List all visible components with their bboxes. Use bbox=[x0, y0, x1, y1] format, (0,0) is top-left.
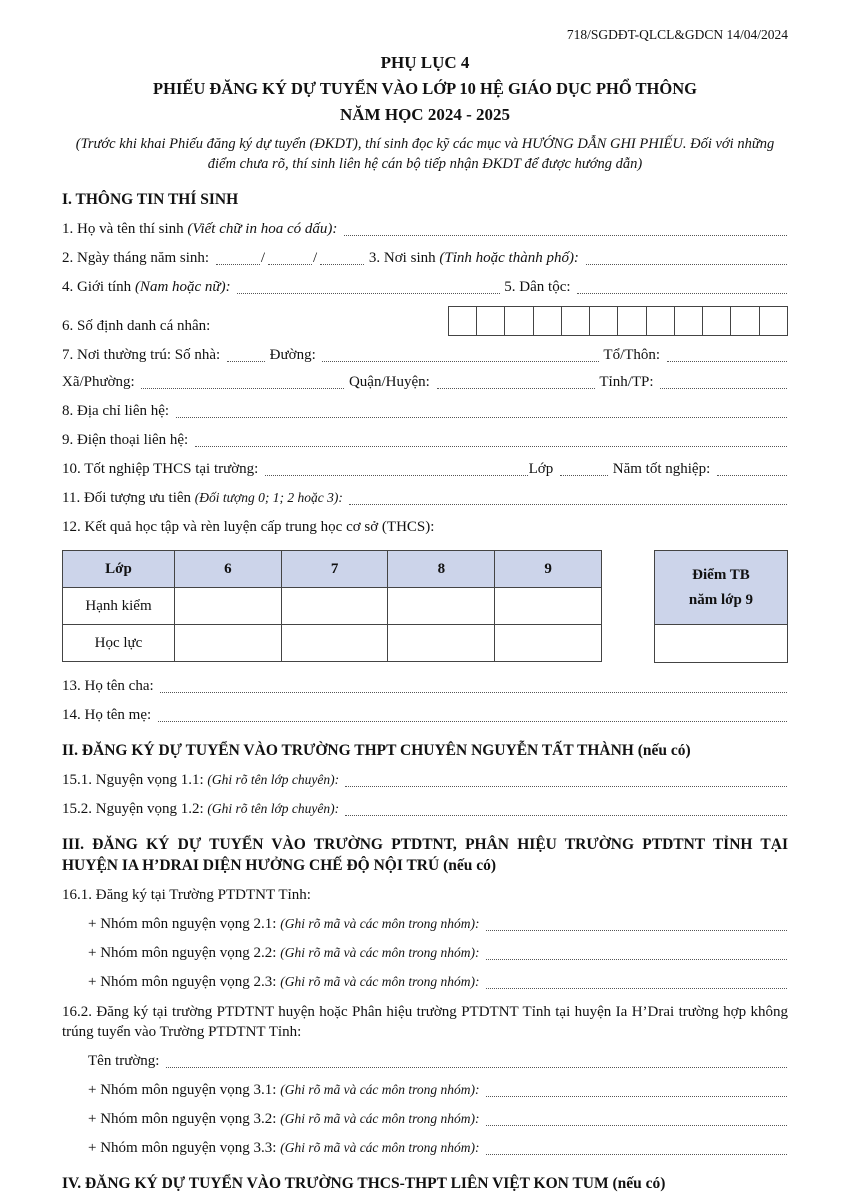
field-graduation bbox=[62, 459, 788, 479]
section-ii-heading: II. ĐĂNG KÝ DỰ TUYỂN VÀO TRƯỜNG THPT CHUYÊN NGUYỄN TẤT THÀNH (nếu có) bbox=[62, 742, 691, 759]
id-digit-box bbox=[476, 306, 505, 336]
academic-row bbox=[63, 625, 602, 662]
wish-2-1-fill-line bbox=[486, 929, 787, 931]
id-digit-box bbox=[702, 306, 731, 336]
field-contact-address bbox=[62, 401, 788, 421]
province-label: Tỉnh/TP: bbox=[595, 374, 658, 390]
document-ref-number: 718/SGDĐT-QLCL&GDCN 14/04/2024 bbox=[566, 27, 788, 42]
avg-score-box bbox=[654, 550, 788, 663]
conduct-cell-grade6 bbox=[175, 588, 282, 625]
id-digit-box bbox=[589, 306, 618, 336]
field-wish-2-2 bbox=[62, 943, 788, 963]
contact-address-fill-line bbox=[176, 416, 787, 418]
avg-score-header bbox=[655, 551, 787, 625]
wish-2-1-hint: (Ghi rõ mã và các môn trong nhóm): bbox=[280, 916, 483, 931]
province-fill-line bbox=[660, 387, 787, 389]
house-number-fill bbox=[227, 360, 265, 362]
wish-3-1-hint: (Ghi rõ mã và các môn trong nhóm): bbox=[280, 1082, 483, 1097]
class-fill-line bbox=[560, 474, 608, 476]
section-iii-heading: III. ĐĂNG KÝ DỰ TUYỂN VÀO TRƯỜNG PTDTNT, PHÂN HIỆU TRƯỜNG PTDTNT TỈNH TẠI HUYỆN IA H’DRAI DIỆN HƯỞNG CHẾ ĐỘ NỘI TRÚ (nếu có) bbox=[62, 836, 788, 874]
residence-label: 7. Nơi thường trú: Số nhà: bbox=[62, 347, 224, 363]
conduct-row-label: Hạnh kiểm bbox=[63, 588, 175, 625]
wish-3-3-label: + Nhóm môn nguyện vọng 3.3: bbox=[88, 1140, 281, 1156]
id-digit-box bbox=[561, 306, 590, 336]
priority-label: 11. Đối tượng ưu tiên bbox=[62, 490, 195, 506]
wish-2-2-label: + Nhóm môn nguyện vọng 2.2: bbox=[88, 945, 281, 961]
field-father-name bbox=[62, 676, 788, 696]
gender-label: 4. Giới tính bbox=[62, 279, 135, 295]
personal-id-label: 6. Số định danh cá nhân: bbox=[62, 318, 211, 334]
id-digit-box bbox=[533, 306, 562, 336]
fullname-label: 1. Họ và tên thí sinh bbox=[62, 221, 188, 237]
academic-cell-grade9 bbox=[495, 625, 602, 662]
form-title: PHIẾU ĐĂNG KÝ DỰ TUYỂN VÀO LỚP 10 HỆ GIÁO DỤC PHỔ THÔNG bbox=[153, 79, 697, 98]
id-digit-box bbox=[646, 306, 675, 336]
field-gender-ethnicity bbox=[62, 277, 788, 297]
street-fill-line bbox=[322, 360, 598, 362]
fullname-fill-line bbox=[344, 234, 787, 236]
ethnicity-fill-line bbox=[577, 292, 787, 294]
birth-day-fill bbox=[216, 263, 260, 265]
field-residence-line2 bbox=[62, 372, 788, 392]
appendix-title: PHỤ LỤC 4 bbox=[380, 53, 470, 72]
field-wish-1-1 bbox=[62, 770, 788, 790]
birth-month-fill bbox=[268, 263, 312, 265]
field-phone bbox=[62, 430, 788, 450]
wish-1-2-fill-line bbox=[345, 814, 787, 816]
avg-score-header-line1: Điểm TB bbox=[692, 566, 750, 583]
results-table bbox=[62, 550, 602, 662]
field-fullname bbox=[62, 219, 788, 239]
results-caption-label: 12. Kết quả học tập và rèn luyện cấp trung học cơ sở (THCS): bbox=[62, 519, 435, 535]
conduct-cell-grade9 bbox=[495, 588, 602, 625]
wish-3-2-hint: (Ghi rõ mã và các môn trong nhóm): bbox=[280, 1111, 483, 1126]
wish-3-1-fill-line bbox=[486, 1095, 787, 1097]
birthplace-fill-line bbox=[586, 263, 787, 265]
mother-name-fill-line bbox=[158, 720, 787, 722]
wish-2-2-fill-line bbox=[486, 958, 787, 960]
conduct-cell-grade8 bbox=[388, 588, 495, 625]
avg-score-header-line2: năm lớp 9 bbox=[688, 591, 754, 608]
date-separator: / bbox=[260, 250, 265, 266]
field-wish-1-2 bbox=[62, 799, 788, 819]
table-header-grade7: 7 bbox=[281, 551, 388, 588]
wish-2-3-label: + Nhóm môn nguyện vọng 2.3: bbox=[88, 974, 281, 990]
school-year-title: NĂM HỌC 2024 - 2025 bbox=[340, 105, 510, 124]
academic-cell-grade7 bbox=[281, 625, 388, 662]
field-mother-name bbox=[62, 705, 788, 725]
table-header-grade9: 9 bbox=[495, 551, 602, 588]
father-name-label: 13. Họ tên cha: bbox=[62, 678, 158, 694]
section-iv-heading: IV. ĐĂNG KÝ DỰ TUYỂN VÀO TRƯỜNG THCS-THPT LIÊN VIỆT KON TUM (nếu có) bbox=[62, 1175, 666, 1192]
wish-3-3-hint: (Ghi rõ mã và các môn trong nhóm): bbox=[280, 1140, 483, 1155]
id-digit-box bbox=[759, 306, 788, 336]
wish-3-2-fill-line bbox=[486, 1124, 787, 1126]
hamlet-fill-line bbox=[667, 360, 787, 362]
hamlet-label: Tổ/Thôn: bbox=[599, 347, 664, 363]
field-birthdate-birthplace bbox=[62, 248, 788, 268]
street-label: Đường: bbox=[265, 347, 320, 363]
wish-2-1-label: + Nhóm môn nguyện vọng 2.1: bbox=[88, 916, 281, 932]
district-fill-line bbox=[437, 387, 595, 389]
table-header-grade8: 8 bbox=[388, 551, 495, 588]
wish-1-2-label: 15.2. Nguyện vọng 1.2: bbox=[62, 801, 208, 817]
field-wish-2-1 bbox=[62, 914, 788, 934]
wish-3-1-label: + Nhóm môn nguyện vọng 3.1: bbox=[88, 1082, 281, 1098]
fullname-hint: (Viết chữ in hoa có dấu): bbox=[187, 221, 342, 237]
id-digit-box bbox=[504, 306, 533, 336]
register-provincial-label: 16.1. Đăng ký tại Trường PTDTNT Tỉnh: bbox=[62, 887, 311, 903]
academic-cell-grade8 bbox=[388, 625, 495, 662]
results-header-row bbox=[63, 551, 602, 588]
father-name-fill-line bbox=[160, 691, 787, 693]
ethnicity-label: 5. Dân tộc: bbox=[500, 279, 575, 295]
id-digit-box bbox=[730, 306, 759, 336]
personal-id-boxes bbox=[448, 306, 788, 336]
school-name-fill-line bbox=[166, 1066, 787, 1068]
conduct-cell-grade7 bbox=[281, 588, 388, 625]
section-i-heading: I. THÔNG TIN THÍ SINH bbox=[62, 191, 239, 208]
id-digit-box bbox=[448, 306, 477, 336]
phone-label: 9. Điện thoại liên hệ: bbox=[62, 432, 192, 448]
gender-hint: (Nam hoặc nữ): bbox=[134, 279, 235, 295]
academic-cell-grade6 bbox=[175, 625, 282, 662]
graduation-year-fill-line bbox=[717, 474, 787, 476]
wish-2-3-hint: (Ghi rõ mã và các môn trong nhóm): bbox=[280, 974, 483, 989]
date-separator: / bbox=[313, 250, 318, 266]
district-label: Quận/Huyện: bbox=[345, 374, 434, 390]
table-header-class: Lớp bbox=[63, 551, 175, 588]
field-school-name bbox=[62, 1051, 788, 1071]
field-results-caption bbox=[62, 517, 788, 537]
wish-1-1-fill-line bbox=[345, 785, 787, 787]
wish-1-1-label: 15.1. Nguyện vọng 1.1: bbox=[62, 772, 208, 788]
field-wish-3-1 bbox=[62, 1080, 788, 1100]
wish-2-3-fill-line bbox=[486, 987, 787, 989]
contact-address-label: 8. Địa chỉ liên hệ: bbox=[62, 403, 173, 419]
wish-1-1-hint: (Ghi rõ tên lớp chuyên): bbox=[207, 772, 343, 787]
wish-3-2-label: + Nhóm môn nguyện vọng 3.2: bbox=[88, 1111, 281, 1127]
priority-hint: (Đối tượng 0; 1; 2 hoặc 3): bbox=[194, 490, 347, 505]
birthplace-hint: (Tỉnh hoặc thành phố): bbox=[439, 250, 583, 266]
avg-score-value-cell bbox=[655, 625, 787, 662]
priority-fill-line bbox=[349, 503, 787, 505]
class-label: Lớp bbox=[528, 461, 557, 477]
field-priority bbox=[62, 488, 788, 508]
birthplace-label: 3. Nơi sinh bbox=[365, 250, 440, 266]
field-16-2-text: 16.2. Đăng ký tại trường PTDTNT huyện hoặc Phân hiệu trường PTDTNT Tỉnh tại huyện Ia H’Drai trường hợp không trúng tuyển vào Trường PTDTNT Tỉnh: bbox=[62, 1004, 788, 1040]
ward-fill-line bbox=[141, 387, 344, 389]
wish-1-2-hint: (Ghi rõ tên lớp chuyên): bbox=[207, 801, 343, 816]
academic-row-label: Học lực bbox=[63, 625, 175, 662]
id-digit-box bbox=[617, 306, 646, 336]
instruction-note: (Trước khi khai Phiếu đăng ký dự tuyển (ĐKDT), thí sinh đọc kỹ các mục và HƯỚNG DẪN GHI PHIẾU. Đối với những điểm chưa rõ, thí sinh liên hệ cán bộ tiếp nhận ĐKDT để được hướng dẫn) bbox=[75, 136, 775, 172]
field-wish-3-3 bbox=[62, 1138, 788, 1158]
wish-2-2-hint: (Ghi rõ mã và các môn trong nhóm): bbox=[280, 945, 483, 960]
phone-fill-line bbox=[195, 445, 787, 447]
ward-label: Xã/Phường: bbox=[62, 374, 139, 390]
id-digit-box bbox=[674, 306, 703, 336]
field-wish-3-2 bbox=[62, 1109, 788, 1129]
mother-name-label: 14. Họ tên mẹ: bbox=[62, 707, 155, 723]
conduct-row bbox=[63, 588, 602, 625]
birthdate-label: 2. Ngày tháng năm sinh: bbox=[62, 250, 213, 266]
graduation-year-label: Năm tốt nghiệp: bbox=[609, 461, 714, 477]
table-header-grade6: 6 bbox=[175, 551, 282, 588]
field-residence-line1 bbox=[62, 345, 788, 365]
school-name-label: Tên trường: bbox=[88, 1053, 164, 1069]
graduation-school-fill-line bbox=[265, 474, 528, 476]
field-wish-2-3 bbox=[62, 972, 788, 992]
field-16-1 bbox=[62, 885, 788, 905]
graduation-school-label: 10. Tốt nghiệp THCS tại trường: bbox=[62, 461, 263, 477]
wish-3-3-fill-line bbox=[486, 1153, 787, 1155]
gender-fill-line bbox=[237, 292, 499, 294]
birth-year-fill bbox=[320, 263, 364, 265]
field-personal-id bbox=[62, 306, 788, 336]
results-area bbox=[62, 550, 788, 663]
